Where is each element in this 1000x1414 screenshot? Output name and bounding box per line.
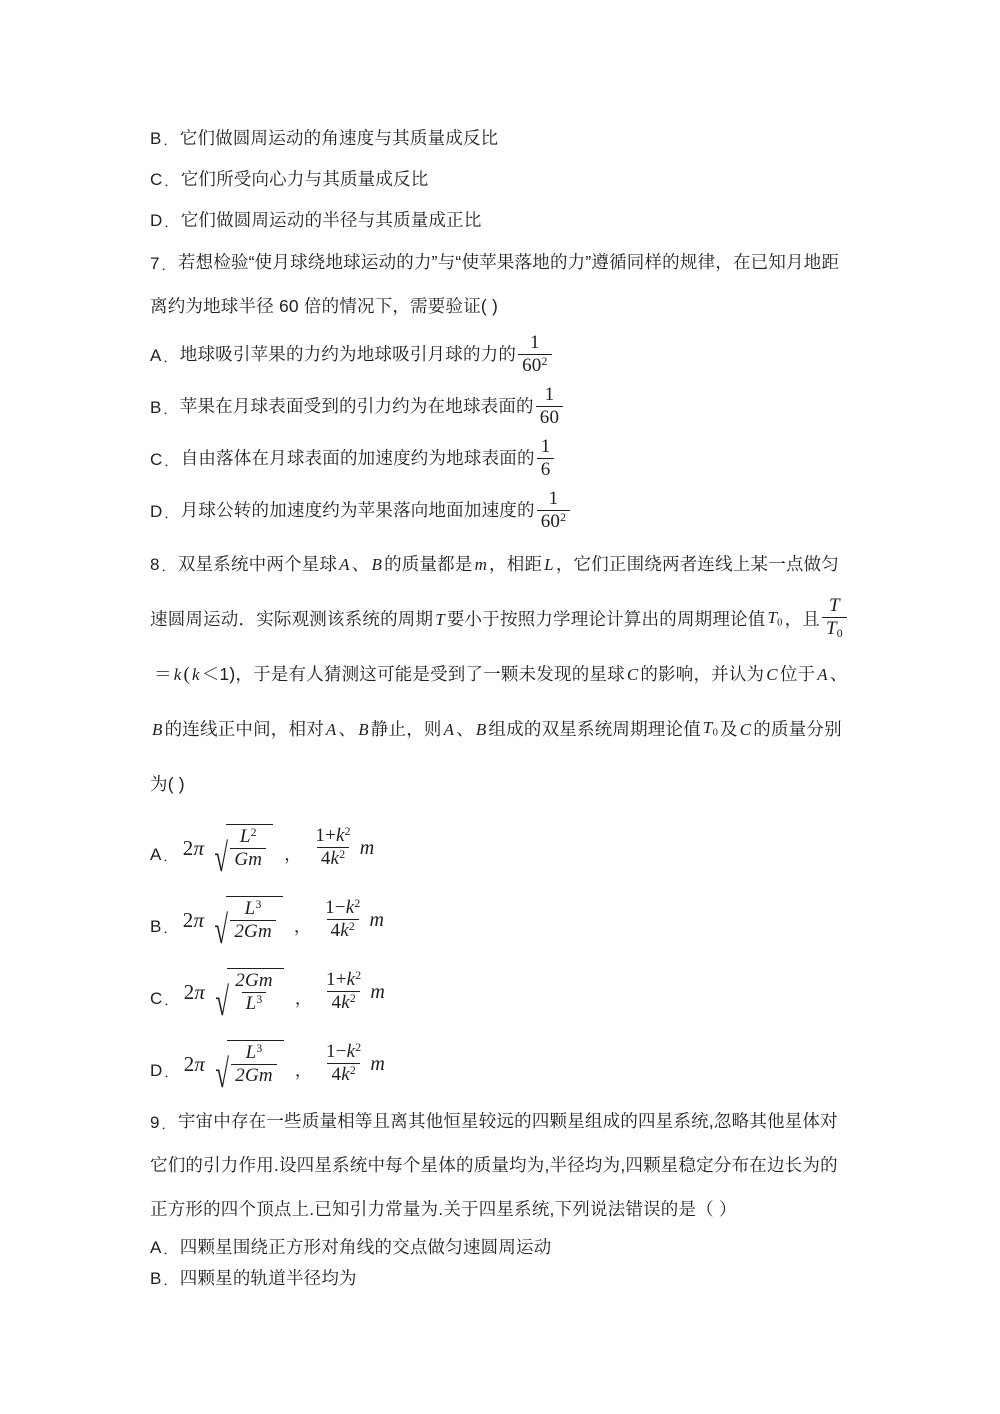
denominator-base: 60 — [540, 510, 561, 532]
question-number: 9 — [150, 1112, 160, 1132]
numerator-variable: k — [336, 824, 345, 846]
page-content — [150, 118, 860, 1294]
option-label: C — [150, 988, 163, 1008]
option-row — [150, 1232, 860, 1263]
numerator-variable: k — [346, 968, 356, 990]
denominator-variable: k — [340, 919, 349, 941]
comma: ， — [294, 1060, 313, 1080]
option-label: B — [150, 1269, 162, 1288]
question-text: 、 — [338, 718, 357, 739]
fraction — [322, 970, 365, 1013]
fraction-numerator: 1 — [548, 487, 559, 509]
option-separator: ． — [164, 992, 178, 1008]
radicand — [227, 1040, 284, 1086]
question-text: 为( ) — [150, 773, 185, 794]
comma: ， — [284, 844, 302, 864]
option-row — [150, 159, 860, 200]
radical-sign: √ — [214, 907, 229, 953]
fraction — [311, 826, 354, 869]
variable-B: B — [358, 719, 369, 739]
coefficient: 2 — [182, 835, 194, 860]
variable-A: A — [443, 719, 455, 739]
numerator-base: L — [245, 1042, 257, 1064]
numerator-exponent: 2 — [354, 896, 361, 910]
variable-A: A — [325, 719, 337, 739]
question-text: 宇宙中存在一些质量相等且离其他恒星较远的四颗星组成的四星系统,忽略其他星体对 — [177, 1111, 838, 1132]
fraction-denominator — [822, 617, 847, 640]
fraction — [231, 971, 277, 1014]
pi-symbol: π — [194, 1051, 206, 1076]
variable-m: m — [369, 909, 385, 931]
fraction-denominator: 2Gm — [230, 920, 276, 942]
variable-T0-subscript: 0 — [777, 618, 783, 630]
question-text: 它们的引力作用.设四星系统中每个星体的质量均为,半径均为,四颗星稳定分布在边长为的 — [150, 1155, 838, 1176]
fraction-numerator — [241, 899, 266, 920]
fraction-denominator — [317, 847, 349, 869]
option-label: B — [150, 129, 162, 148]
option-row — [150, 1028, 860, 1100]
question-text: ，且 — [784, 608, 820, 629]
option-text: 地球吸引苹果的力约为地球吸引月球的力的 — [179, 344, 517, 365]
option-label: B — [150, 916, 162, 936]
question-7-stem-line-1 — [150, 241, 860, 285]
fraction-numerator: 1 — [529, 331, 540, 353]
fraction-numerator: T — [829, 595, 840, 617]
option-separator: ． — [164, 1064, 178, 1080]
denominator-exponent: 2 — [541, 354, 548, 368]
pi-symbol: π — [193, 907, 205, 932]
question-text: ，它们正围绕两者连线上某一点做匀 — [555, 553, 840, 574]
option-separator: ． — [163, 1242, 177, 1257]
radicand — [226, 896, 283, 942]
denominator-exponent: 2 — [349, 991, 356, 1005]
denominator-prefix: 4 — [320, 847, 331, 869]
numerator-prefix: 1− — [326, 1040, 347, 1062]
fraction-numerator — [321, 898, 364, 919]
variable-L: L — [544, 555, 554, 574]
option-separator: ． — [164, 505, 178, 521]
option-separator: ． — [163, 133, 177, 148]
option-text: 月球公转的加速度约为苹果落向地面加速度的 — [180, 500, 535, 521]
fraction-numerator: 1 — [540, 435, 551, 457]
denominator-variable: k — [341, 991, 350, 1013]
question-text: ＜1)， — [201, 663, 254, 684]
numerator-variable: k — [346, 1040, 356, 1062]
fraction-denominator — [536, 406, 563, 428]
comma: ， — [294, 988, 313, 1008]
numerator-exponent: 2 — [355, 1040, 362, 1054]
numerator-exponent: 3 — [255, 898, 262, 912]
option-separator: ． — [164, 215, 178, 230]
second-expression — [320, 968, 386, 1014]
fraction — [537, 489, 571, 532]
question-number: 7 — [150, 253, 160, 273]
radicand — [227, 968, 284, 1014]
fraction-numerator — [322, 1042, 365, 1063]
numerator-exponent: 2 — [250, 826, 257, 840]
option-label: A — [150, 345, 162, 365]
option-text: 苹果在月球表面受到的引力约为在地球表面的 — [179, 396, 534, 417]
variable-k: k — [173, 665, 182, 684]
question-text: 、 — [351, 553, 370, 574]
radicand — [226, 824, 273, 870]
question-text: 位于 — [779, 663, 816, 684]
denominator-base: L — [245, 993, 257, 1014]
question-text: 的连线正中间，相对 — [164, 718, 324, 739]
question-7-stem-line-2 — [150, 285, 860, 329]
second-expression — [320, 1040, 386, 1086]
option-label: D — [150, 501, 163, 521]
question-9-stem-line-2 — [150, 1144, 860, 1188]
variable-m: m — [370, 981, 386, 1003]
equals-sign: ＝ — [154, 663, 172, 684]
pi-symbol: π — [193, 835, 205, 860]
variable-T0-subscript: 0 — [712, 728, 719, 740]
option-label: A — [150, 844, 162, 864]
square-root — [207, 968, 284, 1025]
variable-k: k — [191, 665, 200, 684]
option-separator: ． — [163, 1273, 177, 1288]
question-text: 于是有人猜测这可能是受到了一颗未发现的星球 — [253, 663, 625, 684]
second-expression — [319, 896, 385, 942]
option-separator: ． — [163, 401, 177, 417]
option-label: A — [150, 1238, 162, 1257]
fraction — [230, 827, 266, 870]
fraction — [518, 333, 552, 376]
question-9-stem-line-3 — [150, 1188, 860, 1232]
variable-T0-base: T — [767, 608, 778, 628]
option-label: C — [150, 449, 163, 469]
question-8-stem-line-5 — [150, 757, 860, 812]
fraction-denominator: Gm — [230, 848, 266, 870]
denominator-variable: k — [341, 1063, 350, 1085]
option-row — [150, 812, 860, 884]
question-text: 及 — [720, 718, 738, 739]
question-text: ，相距 — [489, 553, 543, 574]
question-text: 若想检验“使月球绕地球运动的力”与“使苹果落地的力”遵循同样的规律，在已知月地距 — [177, 252, 840, 273]
denominator-exponent: 2 — [349, 1063, 356, 1077]
denominator-base: T — [826, 618, 837, 640]
question-text: 、 — [456, 718, 474, 739]
open-paren: ( — [183, 664, 190, 685]
option-text: 自由落体在月球表面的加速度约为地球表面的 — [180, 448, 535, 469]
fraction-numerator — [322, 970, 365, 991]
variable-C: C — [739, 719, 752, 739]
option-label: C — [150, 170, 163, 189]
variable-T0 — [765, 609, 784, 629]
denominator-prefix: 4 — [331, 991, 342, 1013]
fraction-numerator — [236, 827, 261, 848]
fraction-numerator — [311, 826, 354, 847]
fraction-numerator: 1 — [544, 383, 555, 405]
question-text: 静止，则 — [370, 718, 442, 739]
question-text: 要小于按照力学理论计算出的周期理论值 — [446, 608, 766, 629]
denominator-base: 60 — [522, 354, 542, 376]
option-text: 四颗星的轨道半径均为 — [179, 1267, 357, 1288]
question-8-stem-line-3 — [150, 647, 860, 702]
variable-C: C — [766, 665, 778, 684]
option-label: D — [150, 1060, 163, 1080]
question-text: 离约为地球半径 60 倍的情况下，需要验证( ) — [150, 296, 499, 317]
fraction-numerator: 2Gm — [235, 970, 273, 992]
question-separator: ． — [161, 559, 175, 574]
variable-A: A — [339, 555, 350, 574]
variable-C: C — [626, 665, 639, 684]
option-label: D — [150, 211, 163, 230]
question-separator: ． — [161, 257, 175, 273]
fraction — [537, 437, 555, 480]
fraction-denominator — [327, 991, 359, 1013]
option-separator: ． — [164, 453, 178, 469]
fraction-denominator — [537, 510, 571, 532]
numerator-exponent: 2 — [355, 968, 362, 982]
option-row — [150, 200, 860, 241]
denominator-base: 6 — [540, 458, 551, 480]
variable-T0-base: T — [702, 718, 713, 738]
numerator-prefix: 1+ — [315, 824, 337, 846]
square-root — [206, 824, 273, 881]
fraction-denominator — [327, 919, 359, 941]
variable-m: m — [359, 837, 375, 859]
option-text: 它们做圆周运动的角速度与其质量成反比 — [179, 127, 499, 148]
fraction-denominator: 2Gm — [231, 1064, 277, 1086]
option-separator: ． — [163, 349, 177, 365]
denominator-prefix: 4 — [331, 1063, 342, 1085]
numerator-prefix: 1+ — [326, 968, 347, 990]
question-9-stem-line-1 — [150, 1100, 860, 1144]
fraction — [230, 899, 276, 942]
option-separator: ． — [163, 920, 177, 936]
fraction-denominator — [537, 458, 555, 480]
question-text: 的影响，并认为 — [640, 663, 765, 684]
option-row — [150, 1263, 860, 1294]
square-root — [206, 896, 283, 953]
question-number: 8 — [150, 555, 160, 574]
variable-m: m — [474, 555, 488, 574]
pi-symbol: π — [194, 979, 206, 1004]
question-8-stem-line-2 — [150, 592, 860, 647]
option-row — [150, 118, 860, 159]
fraction-denominator — [327, 1063, 359, 1085]
option-row — [150, 884, 860, 956]
variable-T: T — [435, 609, 445, 629]
numerator-exponent: 3 — [256, 1042, 263, 1056]
numerator-prefix: 1− — [325, 896, 346, 918]
question-text: 双星系统中两个星球 — [177, 553, 338, 574]
square-root — [207, 1040, 284, 1097]
question-text: 的质量都是 — [384, 553, 473, 574]
option-row — [150, 956, 860, 1028]
variable-B: B — [152, 719, 163, 739]
denominator-exponent: 3 — [256, 993, 263, 1007]
denominator-exponent: 2 — [348, 919, 355, 933]
option-row — [150, 381, 860, 433]
fraction — [231, 1043, 277, 1086]
denominator-subscript: 0 — [836, 627, 843, 641]
option-text: 它们所受向心力与其质量成反比 — [180, 168, 429, 189]
denominator-prefix: 4 — [330, 919, 341, 941]
denominator-exponent: 2 — [560, 510, 567, 524]
denominator-exponent: 2 — [339, 847, 346, 861]
fraction — [322, 1042, 365, 1085]
second-expression — [309, 824, 375, 870]
numerator-base: L — [239, 826, 251, 848]
fraction-T-over-T0 — [822, 596, 847, 640]
fraction-numerator — [242, 1043, 267, 1064]
variable-T0 — [701, 719, 720, 739]
option-row — [150, 433, 860, 485]
question-8-stem-line-4 — [150, 702, 860, 757]
denominator-variable: k — [330, 847, 340, 869]
numerator-base: L — [244, 898, 256, 920]
option-text: 它们做圆周运动的半径与其质量成正比 — [180, 209, 482, 230]
question-text: 速圆周运动．实际观测该系统的周期 — [150, 608, 434, 629]
radical-sign: √ — [214, 835, 229, 881]
option-row — [150, 485, 860, 537]
fraction — [321, 898, 364, 941]
option-row — [150, 329, 860, 381]
variable-A: A — [817, 665, 828, 684]
variable-B: B — [371, 555, 383, 574]
variable-B: B — [475, 719, 487, 739]
numerator-exponent: 2 — [344, 824, 351, 838]
question-text: 正方形的四个顶点上.已知引力常量为.关于四星系统,下列说法错误的是（ ） — [150, 1199, 737, 1220]
numerator-variable: k — [345, 896, 355, 918]
denominator-base: 60 — [539, 406, 560, 428]
option-text: 四颗星围绕正方形对角线的交点做匀速圆周运动 — [179, 1236, 552, 1257]
coefficient: 2 — [182, 907, 194, 932]
coefficient: 2 — [183, 1051, 195, 1076]
option-label: B — [150, 397, 162, 417]
comma: ， — [293, 916, 312, 936]
question-text: 的质量分别 — [753, 718, 842, 739]
radical-sign: √ — [215, 1051, 230, 1097]
radical-sign: √ — [215, 979, 230, 1025]
coefficient: 2 — [183, 979, 195, 1004]
fraction-denominator — [242, 992, 267, 1014]
variable-m: m — [370, 1053, 386, 1075]
question-8-stem-line-1 — [150, 537, 860, 592]
question-text: 组成的双星系统周期理论值 — [488, 718, 701, 739]
fraction-denominator — [518, 354, 552, 376]
option-separator: ． — [164, 174, 178, 189]
fraction — [536, 385, 563, 428]
question-text: 、 — [829, 663, 848, 684]
option-separator: ． — [163, 848, 177, 864]
question-separator: ． — [161, 1116, 175, 1132]
